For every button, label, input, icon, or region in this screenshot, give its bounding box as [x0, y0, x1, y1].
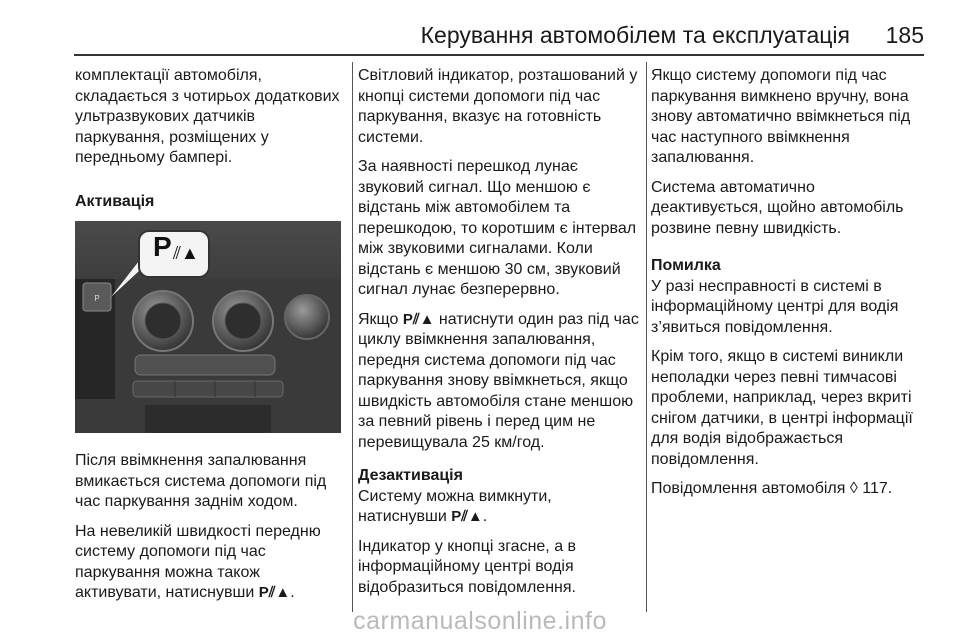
- console-figure: [75, 221, 341, 433]
- low-speed-paragraph: [75, 522, 343, 604]
- reference-paragraph: [651, 479, 927, 500]
- column-3: [651, 66, 927, 509]
- error-paragraph: У разі несправності в системі в інформаційному центрі для водія з’явиться повідомлення.: [651, 277, 899, 336]
- deact-post: .: [482, 508, 488, 525]
- intro-paragraph: комплектації автомобіля, складається з чотирьох додаткових ультразвукових датчиків паркування, розміщених у передньому бампері.: [75, 67, 340, 166]
- after-ignition-paragraph: Після ввімкнення запалювання вмикається система допомоги під час паркування заднім ходом.: [75, 452, 327, 510]
- low-speed-end: .: [290, 584, 295, 601]
- error-heading: Помилка: [651, 257, 721, 274]
- press-post: натиснути один раз під час циклу ввімкнення запалювання, передня система допомоги під час паркування знову ввімкнеться, якщо швидкість автомобіля стане меншою за певний рівень і перед цим не перевищувала 25 км/год.: [358, 310, 639, 451]
- deactivation-heading: Дезактивація: [358, 467, 463, 484]
- column-divider: [352, 62, 353, 612]
- obstacles-paragraph: За наявності перешкод лунає звуковий сигнал. Що меншою є відстань між автомобілем та перешкодою, то коротшим є інтервал між звуковими сигналами. Коли відстань є меншою 30 см, звуковий сигнал лунає безперервно.: [358, 158, 637, 298]
- auto-off-paragraph: Система автоматично деактивується, щойно автомобіль розвине певну швидкість.: [651, 178, 904, 237]
- press-pre: Якщо: [358, 310, 399, 328]
- deact-pre: Систему можна вимкнути, натиснувши: [358, 487, 552, 525]
- console-illustration: [75, 221, 341, 433]
- section-title: Керування автомобілем та експлуатація: [420, 22, 850, 48]
- header-rule: [74, 54, 924, 56]
- park-assist-icon: P⫽▲: [402, 310, 435, 328]
- page-header: [0, 0, 960, 54]
- column-1: [75, 66, 343, 613]
- other-paragraph: Крім того, якщо в системі виникли неполадки через певні тимчасові проблеми, наприклад, через вкриті снігом датчики, в центрі інформації для водія відображається повідомлення.: [651, 348, 913, 468]
- page-number: 185: [885, 22, 924, 48]
- park-assist-icon: ⫽▲: [173, 243, 199, 263]
- activation-heading: Активація: [75, 192, 155, 210]
- svg-text:P: P: [94, 294, 100, 303]
- deactivation-paragraph: [358, 487, 640, 528]
- low-speed-text: На невеликій швидкості передню систему допомоги під час паркування можна також активувати, натиснувши: [75, 522, 321, 601]
- reference-text: Повідомлення автомобіля: [651, 480, 846, 497]
- park-assist-icon: P⫽▲: [258, 584, 291, 601]
- park-assist-icon: P⫽▲: [451, 508, 483, 525]
- manual-off-paragraph: Якщо систему допомоги під час паркування вимкнено вручну, вона знову автоматично ввімкнеться під час наступного ввімкнення запалювання.: [651, 67, 911, 166]
- indicator-off-paragraph: Індикатор у кнопці згасне, а в інформаційному центрі водія відобразиться повідомлення.: [358, 537, 577, 596]
- reference-arrow-icon: ◊: [849, 480, 858, 497]
- press-paragraph: [358, 310, 640, 454]
- indicator-paragraph: Світловий індикатор, розташований у кнопці системи допомоги під час паркування, вказує на готовність системи.: [358, 67, 638, 146]
- reference-page-link[interactable]: 117.: [862, 480, 893, 497]
- watermark: carmanualsonline.info: [353, 607, 607, 635]
- column-divider: [646, 62, 647, 612]
- column-2: [358, 66, 640, 607]
- figure-button-label: P: [153, 231, 172, 262]
